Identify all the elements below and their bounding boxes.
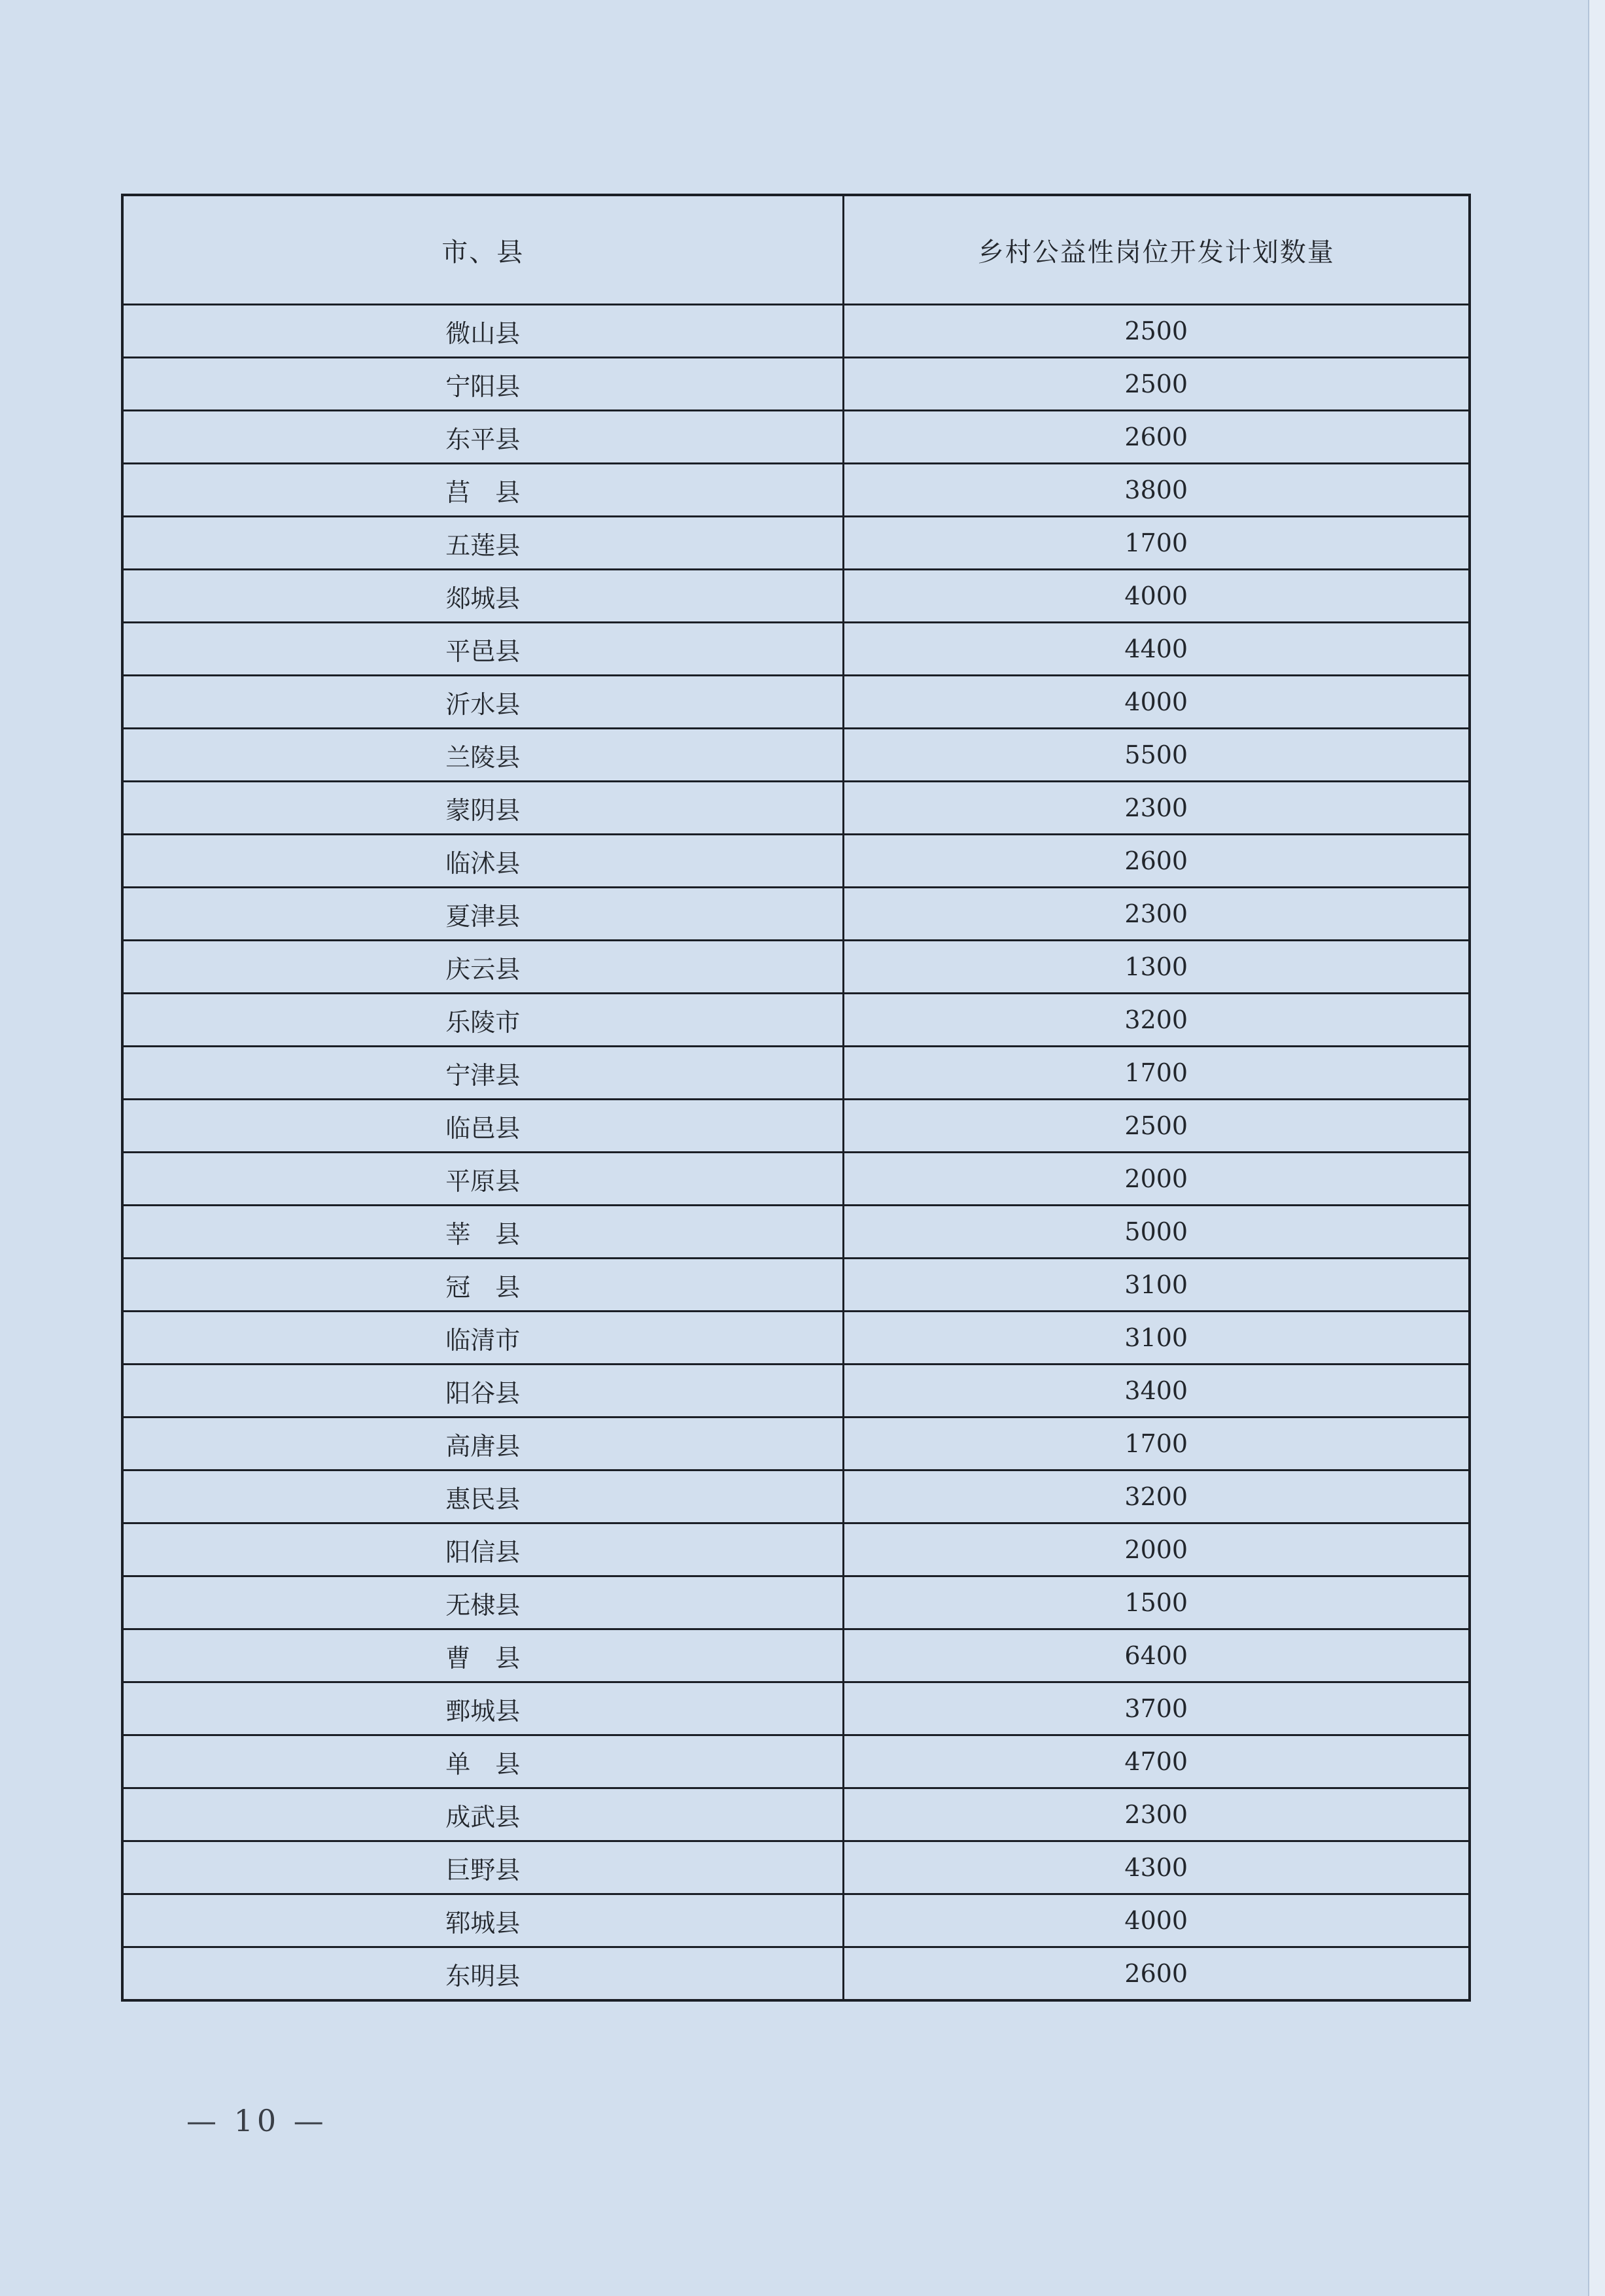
quota-cell: 2300 <box>843 782 1470 835</box>
county-cell: 阳信县 <box>122 1523 843 1576</box>
county-cell: 乐陵市 <box>122 994 843 1047</box>
quota-cell: 3400 <box>843 1365 1470 1418</box>
table-row <box>122 1047 1470 1100</box>
table-row <box>122 1523 1470 1576</box>
quota-cell: 2300 <box>843 888 1470 941</box>
quota-cell: 3700 <box>843 1682 1470 1735</box>
table-row <box>122 676 1470 729</box>
county-cell: 东明县 <box>122 1947 843 2001</box>
county-cell: 巨野县 <box>122 1841 843 1894</box>
county-cell: 临沭县 <box>122 835 843 888</box>
quota-cell: 2300 <box>843 1788 1470 1841</box>
county-cell: 曹 县 <box>122 1629 843 1682</box>
county-cell: 夏津县 <box>122 888 843 941</box>
table-row <box>122 358 1470 411</box>
quota-cell: 2000 <box>843 1153 1470 1206</box>
quota-cell: 3100 <box>843 1312 1470 1365</box>
table-row <box>122 1682 1470 1735</box>
table-row <box>122 782 1470 835</box>
quota-cell: 2500 <box>843 305 1470 358</box>
table-row <box>122 411 1470 464</box>
table-row <box>122 1206 1470 1259</box>
table-row <box>122 570 1470 623</box>
quota-cell: 1700 <box>843 1047 1470 1100</box>
quota-cell: 4000 <box>843 570 1470 623</box>
quota-table <box>121 194 1471 2002</box>
table-row <box>122 888 1470 941</box>
table-row <box>122 464 1470 517</box>
table-row <box>122 729 1470 782</box>
county-cell: 临清市 <box>122 1312 843 1365</box>
quota-cell: 4400 <box>843 623 1470 676</box>
quota-cell: 2500 <box>843 1100 1470 1153</box>
table-row <box>122 1576 1470 1629</box>
quota-cell: 4300 <box>843 1841 1470 1894</box>
county-cell: 宁津县 <box>122 1047 843 1100</box>
column-header-county: 市、县 <box>122 195 843 305</box>
quota-cell: 3800 <box>843 464 1470 517</box>
county-cell: 沂水县 <box>122 676 843 729</box>
county-cell: 蒙阴县 <box>122 782 843 835</box>
table-row <box>122 1947 1470 2001</box>
quota-cell: 2600 <box>843 411 1470 464</box>
table-row <box>122 1788 1470 1841</box>
quota-cell: 2600 <box>843 1947 1470 2001</box>
county-cell: 兰陵县 <box>122 729 843 782</box>
table-row <box>122 305 1470 358</box>
county-cell: 惠民县 <box>122 1470 843 1523</box>
table-row <box>122 1735 1470 1788</box>
quota-cell: 3100 <box>843 1259 1470 1312</box>
county-cell: 平原县 <box>122 1153 843 1206</box>
table-row <box>122 1259 1470 1312</box>
quota-cell: 2600 <box>843 835 1470 888</box>
quota-cell: 1500 <box>843 1576 1470 1629</box>
table-row <box>122 994 1470 1047</box>
county-cell: 临邑县 <box>122 1100 843 1153</box>
county-cell: 微山县 <box>122 305 843 358</box>
county-cell: 高唐县 <box>122 1418 843 1470</box>
quota-cell: 4000 <box>843 676 1470 729</box>
county-cell: 宁阳县 <box>122 358 843 411</box>
table-row <box>122 1629 1470 1682</box>
quota-cell: 5000 <box>843 1206 1470 1259</box>
page-edge <box>1588 0 1605 2296</box>
county-cell: 平邑县 <box>122 623 843 676</box>
county-cell: 莘 县 <box>122 1206 843 1259</box>
table-row <box>122 1841 1470 1894</box>
quota-cell: 4000 <box>843 1894 1470 1947</box>
quota-cell: 4700 <box>843 1735 1470 1788</box>
quota-cell: 2500 <box>843 358 1470 411</box>
table-body <box>122 305 1470 2001</box>
quota-cell: 2000 <box>843 1523 1470 1576</box>
county-cell: 莒 县 <box>122 464 843 517</box>
table-row <box>122 1470 1470 1523</box>
table-header-row <box>122 195 1470 305</box>
table-row <box>122 835 1470 888</box>
quota-cell: 3200 <box>843 1470 1470 1523</box>
table-row <box>122 1365 1470 1418</box>
column-header-quota: 乡村公益性岗位开发计划数量 <box>843 195 1470 305</box>
table-row <box>122 1894 1470 1947</box>
county-cell: 五莲县 <box>122 517 843 570</box>
county-cell: 阳谷县 <box>122 1365 843 1418</box>
table-row <box>122 941 1470 994</box>
quota-cell: 5500 <box>843 729 1470 782</box>
table-row <box>122 1100 1470 1153</box>
page-number: — 10 — <box>186 2103 328 2138</box>
county-cell: 东平县 <box>122 411 843 464</box>
quota-cell: 6400 <box>843 1629 1470 1682</box>
county-cell: 成武县 <box>122 1788 843 1841</box>
table-row <box>122 623 1470 676</box>
county-cell: 鄄城县 <box>122 1682 843 1735</box>
table-row <box>122 1153 1470 1206</box>
county-cell: 冠 县 <box>122 1259 843 1312</box>
table-row <box>122 517 1470 570</box>
county-cell: 庆云县 <box>122 941 843 994</box>
table-row <box>122 1418 1470 1470</box>
quota-cell: 1700 <box>843 1418 1470 1470</box>
quota-cell: 3200 <box>843 994 1470 1047</box>
county-cell: 郓城县 <box>122 1894 843 1947</box>
quota-cell: 1300 <box>843 941 1470 994</box>
quota-cell: 1700 <box>843 517 1470 570</box>
county-cell: 郯城县 <box>122 570 843 623</box>
county-cell: 无棣县 <box>122 1576 843 1629</box>
county-cell: 单 县 <box>122 1735 843 1788</box>
table-row <box>122 1312 1470 1365</box>
